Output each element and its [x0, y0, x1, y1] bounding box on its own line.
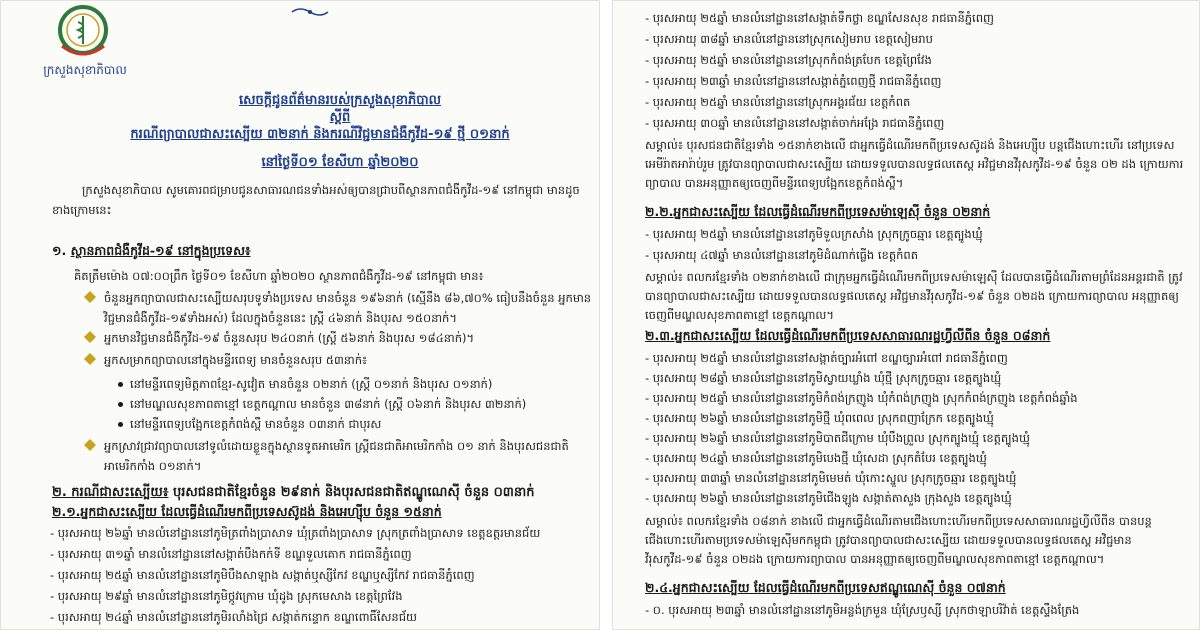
dot-bullet-icon	[118, 402, 123, 407]
list-item: - បុរសអាយុ ៣៣ឆ្នាំ មានលំនៅដ្ឋាននៅភូមិមេមត់ ឃុំកោះស្នួល ស្រុកក្រូចឆ្មារ ខេត្តត្បូងឃ្មុំ	[645, 471, 1017, 485]
list-item: - បុរសអាយុ ២៦ឆ្នាំ មានលំនៅដ្ឋាននៅភូមិជើងឡូង សង្កាត់តាសួង ក្រុងសួង ខេត្តត្បូងឃ្មុំ	[645, 491, 1012, 505]
list-item: - បុរសអាយុ ២៥ឆ្នាំ មានលំនៅដ្ឋាននៅភូមិកំពង់ក្រញូង ឃុំកំពង់ក្រញូង ស្រុកកំពង់ក្រញូង ខេត្តកំពង់ឆ្នាំង	[645, 391, 1078, 405]
bullet-item: អ្នកសម្រាកព្យាបាលនៅក្នុងមន្ទីរពេទ្យ មានចំនួនសរុប ៥៣នាក់៖	[84, 350, 594, 372]
diamond-bullet-icon	[84, 331, 96, 343]
subsection-2-2-heading: ២.២.អ្នកជាសះស្បើយ ដែលធ្វើដំណើរមកពីប្រទេសម៉ាឡេស៊ី ចំនួន ០២នាក់	[645, 204, 991, 219]
list-item: - បុរសអាយុ ២៦ឆ្នាំ មានលំនៅដ្ឋាននៅភូមិបាតជីក្រោម ឃុំបឹងព្រួល ស្រុកត្បូងឃ្មុំ ខេត្តត្បូងឃ្មុំ	[645, 431, 1030, 445]
subsection-2-3-heading: ២.៣.អ្នកជាសះស្បើយ ដែលធ្វើដំណើរមកពីប្រទេសសាធារណរដ្ឋហ្វីលីពីន ចំនួន ០៨នាក់	[645, 328, 1051, 343]
list-item: - បុរសអាយុ ២៤ឆ្នាំ មានលំនៅដ្ឋាននៅភូមិបេងថ្មី ឃុំសេដា ស្រុកតំបែរ ខេត្តត្បូងឃ្មុំ	[645, 451, 987, 465]
section1-bullets-last	[84, 436, 594, 476]
list-item: - បុរសអាយុ ៣១ឆ្នាំ មានលំនៅដ្ឋាននៅសង្កាត់បឹងកក់ទី ខណ្ឌទួលគោក រាជធានីភ្នំពេញ	[50, 547, 412, 561]
section1-sub-bullets	[116, 374, 596, 434]
dot-bullet-icon	[118, 382, 123, 387]
note-2-3: សម្គាល់៖ ពលករខ្មែរទាំង ០៨នាក់ ខាងលើ ជាអ្នកធ្វើដំណើរតាមជើងហោះហើរមកពីប្រទេសសាធារណរដ្ឋហ្វីលីពីន បានបន្ត ជើងហោះហើរតាមប្រទេសម៉ាឡេស៊ីមកកម្ពុជា ត្រូវបានព្យាបាលជាសះស្បើយ ដោយទទួលបានលទ្ធផលតេស្ត អវិជ្ជមាន វីរុសកូវីដ-១៩ ចំនួន ០២ដង ក្រោយការព្យាបាល បានអនុញ្ញាតឲ្យចេញពីមណ្ឌលសុខភាពតាខ្មៅ ខេត្តកណ្តាល។	[645, 514, 1152, 566]
bullet-item: ចំនួនអ្នកព្យាបាលជាសះស្បើយសរុបទូទាំងប្រទេស មានចំនួន ១៩៦នាក់ (ស្មើនឹង ៨៦,៧០% ធៀបនឹងចំនួន អ្នកមានវិជ្ជមានជំងឺកូវីដ-១៩ទាំងអស់) ដែលក្នុងចំនួននេះ ស្ត្រី ៤៦នាក់ និងបុរស ១៥០នាក់។	[84, 288, 594, 328]
doc-title-line2: ស្តីពី	[329, 110, 351, 125]
list-item: - បុរសអាយុ ២៥ឆ្នាំ មានលំនៅដ្ឋាននៅសង្កាត់ទឹកថ្លា ខណ្ឌសែនសុខ រាជធានីភ្នំពេញ	[645, 11, 994, 25]
bullet-item: អ្នកស្រាវជ្រាវព្យាបាលនៅទូលំដោយខ្លួនក្នុងស្ថានទូតអាមេរិក ស្ត្រីជនជាតិអាមេរិកកាំង ០១ នាក់ និងបុរសជនជាតិអាមេរិកកាំង ០១នាក់។	[84, 436, 594, 476]
note-2-1: សម្គាល់៖ បុរសជនជាតិខ្មែរទាំង ១៥នាក់ខាងលើ ជាអ្នកធ្វើដំណើរមកពីប្រទេសស៊ូដង់ និងអេហ្ស៊ីប បន្តជើងហោះហើរ នៅប្រទេសអេមីរ៉ាតអារ៉ាប់រួម ត្រូវបានព្យាបាលជាសះស្បើយ ដោយទទួលបានលទ្ធផលតេស្ត អវិជ្ជមានវីរុសកូវីដ-១៩ ចំនួន ០២ ដង ក្រោយការព្យាបាល បានអនុញ្ញាតឲ្យចេញពីមន្ទីរពេទ្យបង្អែកខេត្តកំពង់ស្ពឺ។	[645, 138, 1184, 190]
section2-heading	[52, 484, 535, 503]
list-item: - បុរសអាយុ ២៦ឆ្នាំ មានលំនៅដ្ឋាននៅភូមិថ្មី ឃុំពពេល ស្រុកពញាក្រែក ខេត្តត្បូងឃ្មុំ	[645, 411, 994, 425]
list-item: - បុរសអាយុ ២៦ឆ្នាំ មានលំនៅដ្ឋាននៅភូមិត្រពាំងប្រាសាទ ឃុំត្រពាំងប្រាសាទ ស្រុកត្រពាំងប្រាសាទ ខេត្តឧត្តរមានជ័យ	[50, 526, 541, 540]
bullet-item: អ្នកមានវិជ្ជមានជំងឺកូវីដ-១៩ ចំនួនសរុប ២៤០នាក់ (ស្ត្រី ៥៦នាក់ និងបុរស ១៨៤នាក់)។	[84, 328, 594, 350]
subsection-2-4-heading: ២.៤.អ្នកជាសះស្បើយ ដែលធ្វើដំណើរមកពីប្រទេសឥណ្ឌូណេស៊ី ចំនួន ០៧នាក់	[645, 580, 1006, 595]
section1-as-of: គិតត្រឹមម៉ោង ០៧:០០ព្រឹក ថ្ងៃទី០១ ខែសីហា ឆ្នាំ២០២០ ស្ថានភាពជំងឺកូវីដ-១៩ នៅកម្ពុជា មាន៖	[74, 269, 484, 283]
section1-bullets	[84, 288, 594, 372]
list-item: - បុរសអាយុ ៣៨ឆ្នាំ មានលំនៅដ្ឋាននៅស្រុកសៀមរាប ខេត្តសៀមរាប	[645, 32, 933, 46]
subsection-2-3-list	[645, 348, 1185, 508]
list-item: - បុរសអាយុ ២៩ឆ្នាំ មានលំនៅដ្ឋាននៅភូមិថ្កូវក្រោម ឃុំដូង ស្រុកមេសាង ខេត្តព្រៃវែង	[50, 589, 403, 603]
sub-bullet-item: នៅមន្ទីរពេទ្យបង្អែកខេត្តកំពង់ស្ពឺ មានចំនួន ០៣នាក់ ជាបុរស	[116, 414, 596, 434]
document-page-right	[612, 0, 1200, 630]
section1-number: ១.	[52, 243, 67, 258]
intro-paragraph: ក្រសួងសុខាភិបាល សូមគោរពជម្រាបជូនសាធារណជនទាំងអស់ឲ្យបានជ្រាបពីស្ថានភាពជំងឺកូវីដ-១៩ នៅកម្ពុជា មានដូចខាងក្រោមនេះ	[52, 183, 580, 217]
subsection-2-1-heading: ២.១.អ្នកជាសះស្បើយ ដែលធ្វើដំណើរមកពីប្រទេសស៊ូដង់ និងអេហ្ស៊ីប ចំនួន ១៥នាក់	[52, 504, 442, 519]
dot-bullet-icon	[118, 422, 123, 427]
list-item: - បុរសអាយុ ២៥ឆ្នាំ មានលំនៅដ្ឋាននៅស្រុកអង្គរជ័យ ខេត្តកំពត	[645, 95, 911, 109]
sub-bullet-item: នៅមន្ទីរពេទ្យមិត្តភាពខ្មែរ-សូវៀត មានចំនួន ០២នាក់ (ស្ត្រី ០១នាក់ និងបុរស ០១នាក់)	[116, 374, 596, 394]
ministry-name: ក្រសួងសុខាភិបាល	[43, 63, 127, 77]
subsection-2-4-list	[645, 600, 1185, 621]
subsection-2-1-list-left	[50, 523, 600, 628]
doc-title-date: នៅថ្ងៃទី០១ ខែសីហា ឆ្នាំ២០២០	[261, 155, 419, 170]
diamond-bullet-icon	[84, 439, 96, 451]
note-2-2: សម្គាល់៖ ពលករខ្មែរទាំង ០២នាក់ខាងលើ ជាក្រុមអ្នកធ្វើដំណើរមកពីប្រទេសម៉ាឡេស៊ី ដែលបានធ្វើដំណើរតាមព្រំដែនអន្តរជាតិ ត្រូវបានព្យាបាលជាសះស្បើយ ដោយទទួលបានលទ្ធផលតេស្ត អវិជ្ជមានវីរុសកូវីដ-១៩ ចំនួន ០២ដង ក្រោយការព្យាបាល អនុញ្ញាតឲ្យចេញពីមណ្ឌលសុខភាពតាខ្មៅ ខេត្តកណ្តាល។	[645, 270, 1183, 322]
list-item: - បុរសអាយុ ៤៧ឆ្នាំ មានលំនៅដ្ឋាននៅភូមិដំណាក់ធ្លើង ខេត្តកំពត	[645, 248, 919, 262]
doc-title-line3: ករណីព្យាបាលជាសះស្បើយ ៣២នាក់ និងករណីវិជ្ជមានជំងឺកូវីដ-១៩ ថ្មី ០១នាក់	[130, 127, 510, 142]
section2-title-prefix: ២. ករណីជាសះស្បើយ៖	[52, 485, 169, 500]
subsection-2-2-list	[645, 224, 1185, 266]
section1-heading	[52, 243, 250, 262]
page-gutter	[600, 0, 612, 630]
list-item: - បុរសអាយុ ២៥ឆ្នាំ មានលំនៅដ្ឋាននៅសង្កាត់ច្បារអំពៅ ខណ្ឌច្បារអំពៅ រាជធានីភ្នំពេញ	[645, 351, 1008, 365]
list-item: - ០. បុរសអាយុ ២៣ឆ្នាំ មានលំនៅដ្ឋាននៅភូមិអន្លង់ក្រមួន ឃុំស្រែឫស្សី ស្រុកថាឡាបរិវ៉ាត់ ខេត្តស្ទឹងត្រែង	[645, 603, 1080, 617]
list-item: - បុរសអាយុ ២៣ឆ្នាំ មានលំនៅដ្ឋាននៅសង្កាត់ភ្នំពេញថ្មី រាជធានីភ្នំពេញ	[645, 74, 942, 88]
list-item: - បុរសអាយុ ២៨ឆ្នាំ មានលំនៅដ្ឋាននៅភូមិស្វាយឃ្លាំង ឃុំថ្មី ស្រុកក្រូចឆ្មារ ខេត្តត្បូងឃ្មុំ	[645, 371, 1002, 385]
section2-title-rest: បុរសជនជាតិខ្មែរចំនួន ២៩នាក់ និងបុរសជនជាតិឥណ្ឌូណេស៊ី ចំនួន ០៣នាក់	[173, 485, 535, 500]
section1-title: ស្ថានភាពជំងឺកូវីដ-១៩ នៅក្នុងប្រទេស៖	[70, 243, 251, 258]
ministry-logo-icon	[56, 4, 110, 62]
list-item: - បុរសអាយុ ២៥ឆ្នាំ មានលំនៅដ្ឋាននៅស្រុកកំពង់ត្របែក ខេត្តព្រៃវែង	[645, 53, 932, 67]
subsection-2-1-list-right	[645, 8, 1185, 134]
doc-title-line1: សេចក្តីជូនព័ត៌មានរបស់ក្រសួងសុខាភិបាល	[239, 93, 441, 108]
list-item: - បុរសអាយុ ៣០ឆ្នាំ មានលំនៅដ្ឋាននៅសង្កាត់ចាក់អង្រែ រាជធានីភ្នំពេញ	[645, 116, 945, 130]
sub-bullet-item: នៅមណ្ឌលសុខភាពតាខ្មៅ ខេត្តកណ្តាល មានចំនួន ៣៨នាក់ (ស្ត្រី ០៦នាក់ និងបុរស ៣២នាក់)	[116, 394, 596, 414]
diamond-bullet-icon	[84, 353, 96, 365]
list-item: - បុរសអាយុ ២៥ឆ្នាំ មានលំនៅដ្ឋាននៅភូមិទួលក្រសាំង ស្រុកក្រូចឆ្មារ ខេត្តត្បូងឃ្មុំ	[645, 227, 983, 241]
list-item: - បុរសអាយុ ២៥ឆ្នាំ មានលំនៅដ្ឋាននៅភូមិបឹងសាឡាង សង្កាត់ឬស្សីកែវ ខណ្ឌឬស្សីកែវ រាជធានីភ្នំពេញ	[50, 568, 475, 582]
list-item: - បុរសអាយុ ២៤ឆ្នាំ មានលំនៅដ្ឋាននៅភូមិរលាំងជ្រៃ សង្កាត់កន្ទោក ខណ្ឌពោធិ៍សែនជ័យ	[50, 610, 417, 624]
ornament-icon	[290, 6, 330, 18]
diamond-bullet-icon	[84, 291, 96, 303]
